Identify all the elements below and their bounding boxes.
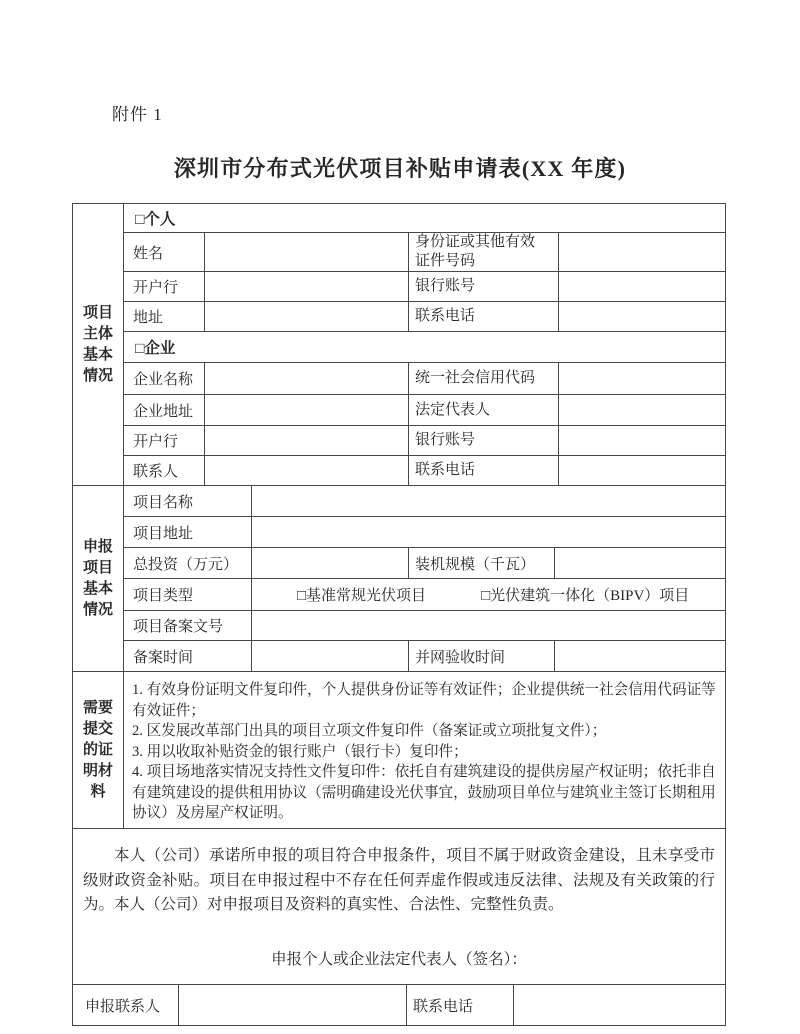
address-input-cell[interactable] [204, 302, 408, 331]
project-name-input-cell[interactable] [251, 486, 725, 516]
section-label-project-info: 申报 项目 基本 情况 [73, 486, 124, 671]
section-required-materials [73, 671, 725, 828]
table-row [124, 301, 725, 331]
table-row [124, 547, 725, 578]
id-number-input-cell[interactable] [558, 233, 725, 271]
company-bank-account-label: 银行账号 [408, 426, 558, 455]
installed-capacity-input-cell[interactable] [554, 548, 725, 578]
row-individual-header [124, 204, 725, 232]
table-row [124, 271, 725, 301]
filing-date-input-cell[interactable] [251, 641, 408, 671]
footer-phone-input-cell[interactable] [513, 985, 725, 1025]
attachment-label: 附件 1 [112, 105, 163, 124]
materials-item-3: 3. 用以收取补贴资金的银行账户（银行卡）复印件； [132, 743, 468, 760]
project-type-options-cell [251, 579, 725, 610]
application-form-table [72, 203, 726, 1026]
phone-input-cell[interactable] [558, 302, 725, 331]
grid-acceptance-date-label: 并网验收时间 [408, 641, 554, 671]
filing-number-input-cell[interactable] [251, 611, 725, 640]
declaration-text: 本人（公司）承诺所申报的项目符合申报条件，项目不属于财政资金建设，且未享受市级财政资金补贴。项目在申报过程中不存在任何弄虚作假或违反法律、法规及有关政策的行为。本人（公司）对申报项目及资料的真实性、合法性、完整性负责。 [83, 847, 715, 913]
filing-date-label: 备案时间 [133, 649, 194, 666]
legal-rep-label: 法定代表人 [408, 395, 558, 425]
company-address-input-cell[interactable] [204, 395, 408, 425]
section-label-required-materials: 需要 提交 的证 明材 料 [73, 672, 124, 828]
section-project-subject [73, 204, 725, 485]
table-row [124, 232, 725, 271]
name-label: 姓名 [133, 245, 164, 262]
section-declaration [73, 828, 725, 984]
id-number-label: 身份证或其他有效证件号码 [408, 233, 558, 271]
credit-code-label: 统一社会信用代码 [408, 363, 558, 394]
address-label: 地址 [133, 310, 164, 326]
project-address-input-cell[interactable] [251, 517, 725, 547]
materials-list [124, 672, 725, 828]
company-name-label: 企业名称 [133, 372, 194, 388]
materials-item-2: 2. 区发展改革部门出具的项目立项文件复印件（备案证或立项批复文件）； [132, 723, 607, 739]
phone-label: 联系电话 [408, 302, 558, 331]
table-row [124, 425, 725, 455]
table-row [124, 640, 725, 671]
project-name-label: 项目名称 [133, 494, 194, 511]
table-row [124, 610, 725, 640]
bank-account-input-cell[interactable] [558, 272, 725, 301]
legal-rep-input-cell[interactable] [558, 395, 725, 425]
table-row [124, 486, 725, 516]
contact-person-input-cell[interactable] [204, 456, 408, 485]
total-investment-input-cell[interactable] [251, 548, 408, 578]
section-label-project-subject: 项目 主体 基本 情况 [73, 204, 124, 485]
total-investment-label: 总投资（万元） [133, 556, 239, 573]
installed-capacity-label: 装机规模（千瓦） [408, 548, 554, 578]
section-project-info [73, 485, 725, 671]
name-input-cell[interactable] [204, 233, 408, 271]
signature-label[interactable]: 申报个人或企业法定代表人（签名）： [271, 950, 527, 968]
credit-code-input-cell[interactable] [558, 363, 725, 394]
contact-phone-input-cell[interactable] [558, 456, 725, 485]
page-title: 深圳市分布式光伏项目补贴申请表(XX 年度) [173, 156, 627, 181]
project-type-option-bipv-checkbox[interactable]: □光伏建筑一体化（BIPV）项目 [481, 588, 690, 604]
filing-number-label: 项目备案文号 [133, 619, 224, 635]
bank-account-label: 银行账号 [408, 272, 558, 301]
footer-phone-label: 联系电话 [406, 985, 513, 1025]
enterprise-checkbox-header[interactable]: □企业 [135, 340, 176, 357]
grid-acceptance-date-input-cell[interactable] [554, 641, 725, 671]
row-enterprise-header [124, 331, 725, 362]
company-bank-branch-label: 开户行 [133, 434, 179, 450]
project-type-label: 项目类型 [133, 588, 194, 604]
contact-person-label: 联系人 [133, 464, 179, 480]
table-row [124, 578, 725, 610]
company-name-input-cell[interactable] [204, 363, 408, 394]
bank-branch-input-cell[interactable] [204, 272, 408, 301]
company-address-label: 企业地址 [133, 403, 194, 420]
table-row [124, 362, 725, 394]
table-row [124, 394, 725, 425]
company-bank-branch-input-cell[interactable] [204, 426, 408, 455]
table-row [73, 985, 725, 1025]
bank-branch-label: 开户行 [133, 280, 179, 296]
table-row [124, 455, 725, 485]
section-footer-contacts [73, 984, 725, 1025]
project-type-option-standard-checkbox[interactable]: □基准常规光伏项目 [297, 588, 427, 604]
application-contact-input-cell[interactable] [178, 985, 406, 1025]
company-bank-account-input-cell[interactable] [558, 426, 725, 455]
materials-item-1: 1. 有效身份证明文件复印件，个人提供身份证等有效证件；企业提供统一社会信用代码证等有效证件； [132, 682, 716, 719]
table-row [124, 516, 725, 547]
contact-phone-label: 联系电话 [408, 456, 558, 485]
application-contact-label: 申报联系人 [85, 998, 161, 1015]
project-address-label: 项目地址 [133, 525, 194, 542]
individual-checkbox-header[interactable]: □个人 [135, 211, 176, 228]
materials-item-4: 4. 项目场地落实情况支持性文件复印件：依托自有建筑建设的提供房屋产权证明；依托非自有建筑建设的提供租用协议（需明确建设光伏事宜，鼓励项目单位与建筑业主签订长期租用协议）及房屋产权证明。 [132, 764, 716, 821]
